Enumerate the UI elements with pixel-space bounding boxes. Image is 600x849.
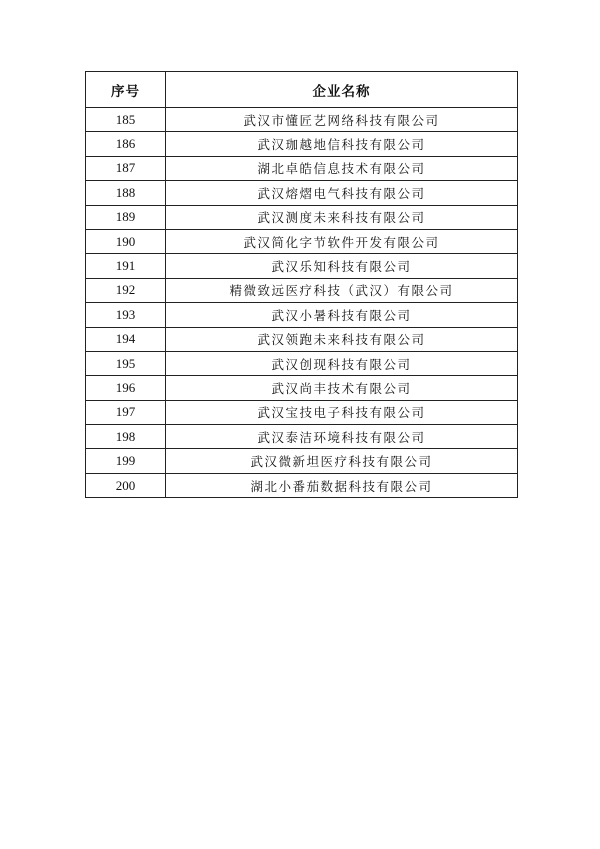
row-number: 195: [86, 351, 166, 375]
company-list-table: [85, 71, 518, 498]
row-number: 198: [86, 425, 166, 449]
table-row: [86, 473, 518, 497]
company-name: 武汉市懂匠艺网络科技有限公司: [166, 108, 518, 132]
row-number: 186: [86, 132, 166, 156]
company-name: 湖北卓皓信息技术有限公司: [166, 156, 518, 180]
table-row: [86, 278, 518, 302]
row-number: 185: [86, 108, 166, 132]
company-name: 武汉乐知科技有限公司: [166, 254, 518, 278]
company-name: 武汉熔熠电气科技有限公司: [166, 181, 518, 205]
table-row: [86, 351, 518, 375]
table-row: [86, 156, 518, 180]
table-row: [86, 449, 518, 473]
row-number: 189: [86, 205, 166, 229]
row-number: 191: [86, 254, 166, 278]
row-number: 192: [86, 278, 166, 302]
table-row: [86, 400, 518, 424]
table-header-row: [86, 72, 518, 108]
header-company-name: 企业名称: [166, 72, 518, 108]
company-name: 武汉领跑未来科技有限公司: [166, 327, 518, 351]
table-row: [86, 132, 518, 156]
row-number: 188: [86, 181, 166, 205]
company-name: 武汉测度未来科技有限公司: [166, 205, 518, 229]
row-number: 200: [86, 473, 166, 497]
row-number: 199: [86, 449, 166, 473]
company-name: 武汉宝技电子科技有限公司: [166, 400, 518, 424]
company-name: 武汉尚丰技术有限公司: [166, 376, 518, 400]
table-row: [86, 376, 518, 400]
table-row: [86, 303, 518, 327]
row-number: 196: [86, 376, 166, 400]
company-name: 武汉微新坦医疗科技有限公司: [166, 449, 518, 473]
table-row: [86, 205, 518, 229]
company-name: 精微致远医疗科技（武汉）有限公司: [166, 278, 518, 302]
company-name: 武汉珈越地信科技有限公司: [166, 132, 518, 156]
row-number: 187: [86, 156, 166, 180]
row-number: 193: [86, 303, 166, 327]
table-row: [86, 229, 518, 253]
table-row: [86, 254, 518, 278]
table-row: [86, 327, 518, 351]
table-row: [86, 425, 518, 449]
table-row: [86, 181, 518, 205]
row-number: 194: [86, 327, 166, 351]
row-number: 197: [86, 400, 166, 424]
company-name: 武汉创现科技有限公司: [166, 351, 518, 375]
company-name: 武汉泰洁环境科技有限公司: [166, 425, 518, 449]
company-name: 武汉小暑科技有限公司: [166, 303, 518, 327]
row-number: 190: [86, 229, 166, 253]
header-number: 序号: [86, 72, 166, 108]
company-name: 武汉简化字节软件开发有限公司: [166, 229, 518, 253]
company-name: 湖北小番茄数据科技有限公司: [166, 473, 518, 497]
table-row: [86, 108, 518, 132]
